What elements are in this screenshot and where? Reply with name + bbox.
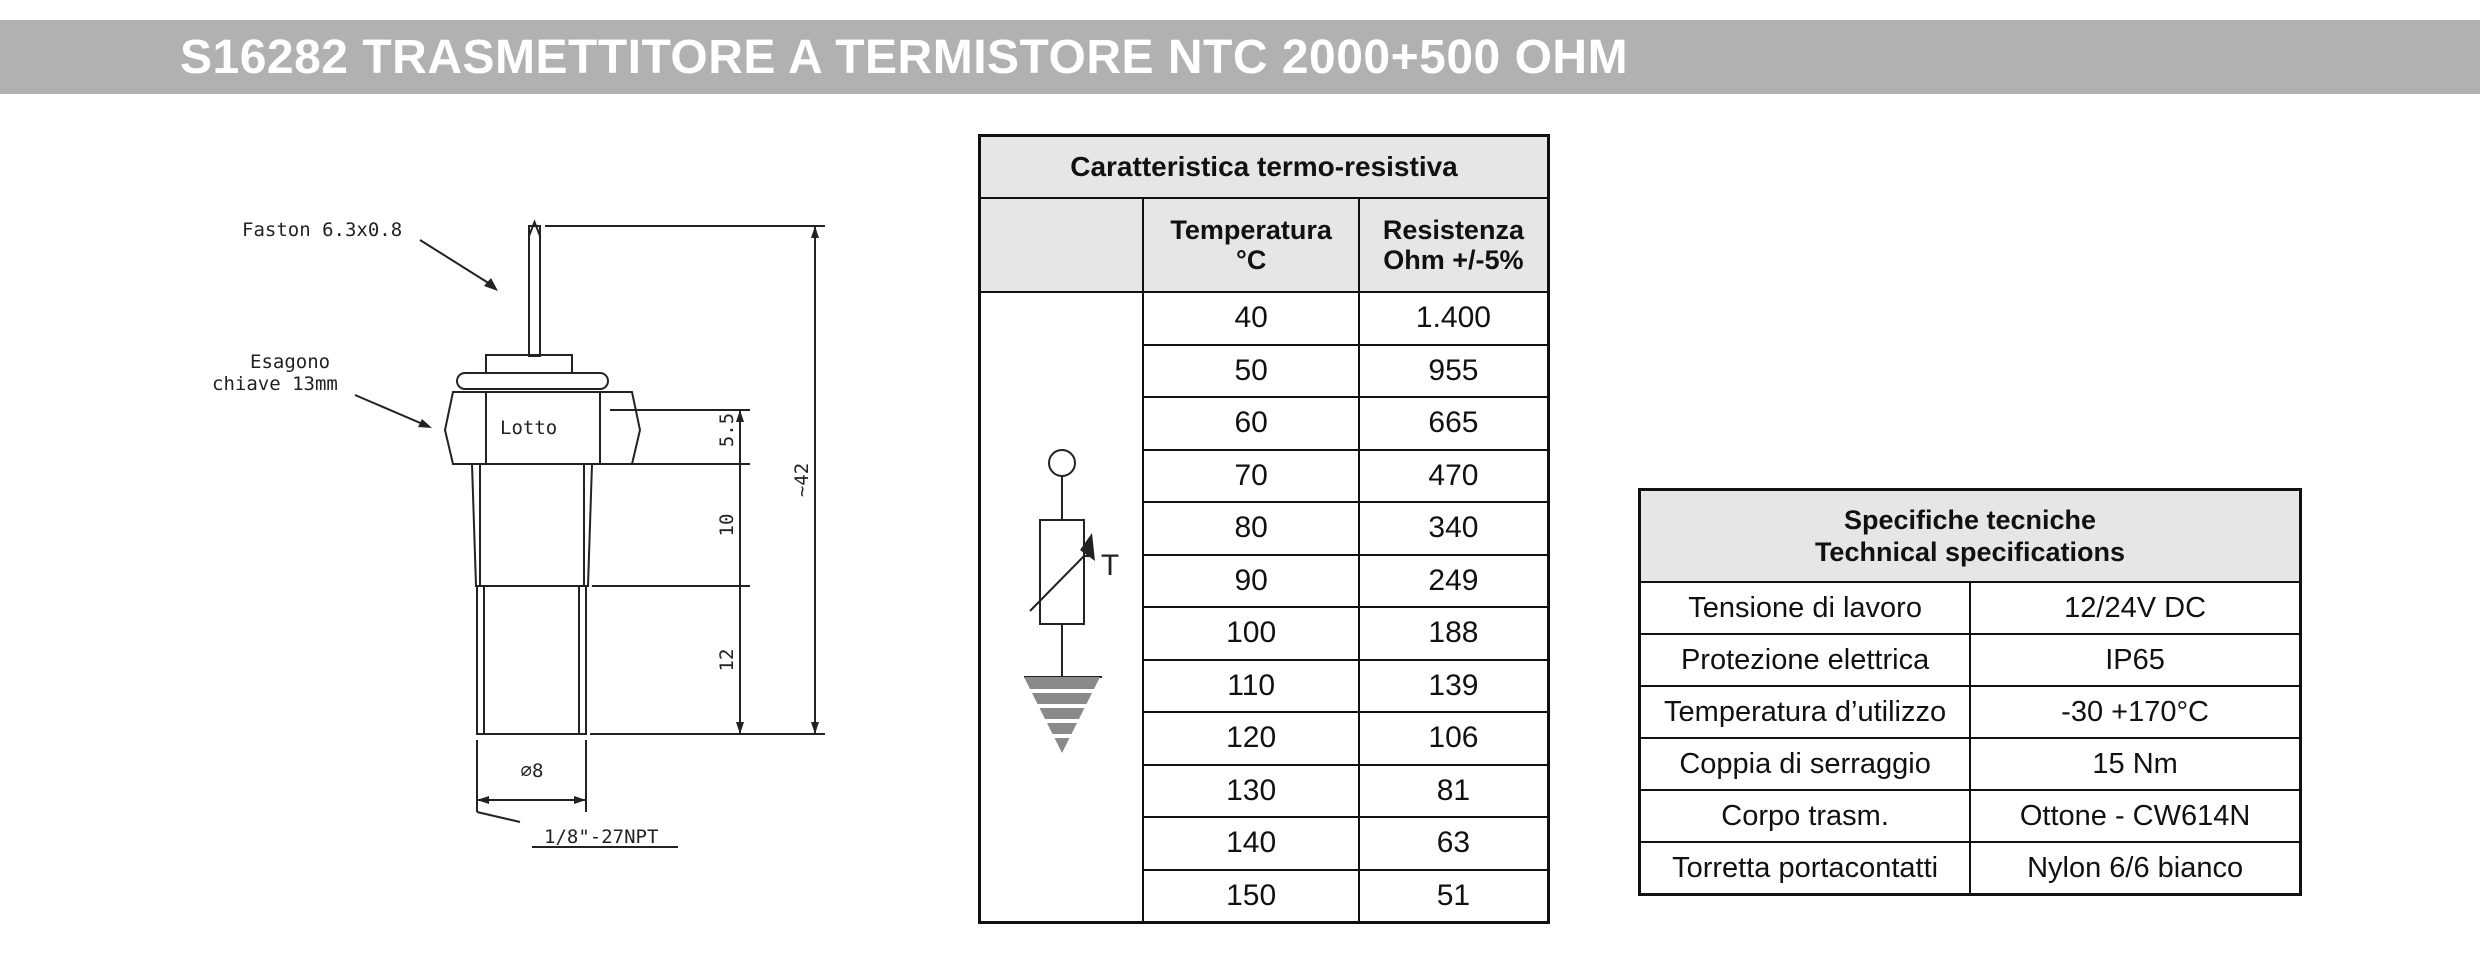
specs-caption — [1640, 490, 2301, 583]
resistance-cell: 955 — [1359, 345, 1549, 398]
temperature-cell: 50 — [1143, 345, 1358, 398]
spec-label: Temperatura d’utilizzo — [1640, 686, 1971, 738]
temperature-cell: 60 — [1143, 397, 1358, 450]
resistance-cell: 470 — [1359, 450, 1549, 503]
temperature-cell: 110 — [1143, 660, 1358, 713]
temperature-header — [1143, 198, 1358, 292]
thread-label: 1/8"-27NPT — [544, 826, 659, 848]
tip-length-dimension: 12 — [716, 648, 738, 672]
temperature-cell: 40 — [1143, 292, 1358, 345]
thermistor-t-label: T — [1100, 548, 1119, 582]
lot-label: Lotto — [500, 417, 558, 439]
ground-icon — [1024, 677, 1102, 753]
diameter-dimension: ⌀8 — [520, 760, 544, 782]
page-title: S16282 TRASMETTITORE A TERMISTORE NTC 2000+500 OHM — [180, 31, 1629, 84]
resistance-cell: 1.400 — [1359, 292, 1549, 345]
temperature-header-line1: Temperatura — [1170, 215, 1332, 245]
resistance-cell: 249 — [1359, 555, 1549, 608]
resistance-cell: 665 — [1359, 397, 1549, 450]
spec-label: Corpo trasm. — [1640, 790, 1971, 842]
ntc-symbol-cell — [980, 292, 1144, 923]
temperature-cell: 140 — [1143, 817, 1358, 870]
specs-caption-en: Technical specifications — [1814, 537, 2126, 567]
spec-value: -30 +170°C — [1970, 686, 2300, 738]
sensor-drawing — [190, 190, 870, 870]
resistance-cell: 139 — [1359, 660, 1549, 713]
thermo-table-caption: Caratteristica termo-resistiva — [980, 136, 1549, 199]
spec-value: Ottone - CW614N — [1970, 790, 2300, 842]
resistance-header-line2: Ohm +/-5% — [1383, 245, 1524, 275]
technical-specs-table — [1638, 488, 2302, 896]
temperature-cell: 100 — [1143, 607, 1358, 660]
temperature-cell: 120 — [1143, 712, 1358, 765]
temperature-cell: 150 — [1143, 870, 1358, 923]
specs-caption-it: Specifiche tecniche — [1843, 505, 2097, 535]
thermo-resistive-table — [978, 134, 1550, 924]
faston-label: Faston 6.3x0.8 — [242, 219, 403, 241]
resistance-cell: 340 — [1359, 502, 1549, 555]
temperature-cell: 70 — [1143, 450, 1358, 503]
thermistor-symbol — [982, 415, 1142, 795]
resistance-cell: 81 — [1359, 765, 1549, 818]
resistance-cell: 188 — [1359, 607, 1549, 660]
resistance-header — [1359, 198, 1549, 292]
temperature-header-line2: °C — [1236, 245, 1267, 275]
temperature-cell: 90 — [1143, 555, 1358, 608]
spec-label: Torretta portacontatti — [1640, 842, 1971, 895]
hex-label-line1: Esagono — [250, 351, 331, 373]
spec-label: Protezione elettrica — [1640, 634, 1971, 686]
hex-label-line2: chiave 13mm — [212, 373, 338, 395]
spec-value: IP65 — [1970, 634, 2300, 686]
header-blank-cell — [980, 198, 1144, 292]
spec-value: 15 Nm — [1970, 738, 2300, 790]
resistance-header-line1: Resistenza — [1382, 215, 1524, 245]
spec-value: 12/24V DC — [1970, 582, 2300, 634]
hex-height-dimension: 5.5 — [716, 412, 738, 448]
spec-label: Coppia di serraggio — [1640, 738, 1971, 790]
resistance-cell: 63 — [1359, 817, 1549, 870]
thread-length-dimension: 10 — [716, 513, 738, 537]
spec-value: Nylon 6/6 bianco — [1970, 842, 2300, 895]
resistance-cell: 106 — [1359, 712, 1549, 765]
overall-length-dimension: ~42 — [791, 462, 813, 498]
resistance-cell: 51 — [1359, 870, 1549, 923]
temperature-cell: 80 — [1143, 502, 1358, 555]
spec-label: Tensione di lavoro — [1640, 582, 1971, 634]
temperature-cell: 130 — [1143, 765, 1358, 818]
